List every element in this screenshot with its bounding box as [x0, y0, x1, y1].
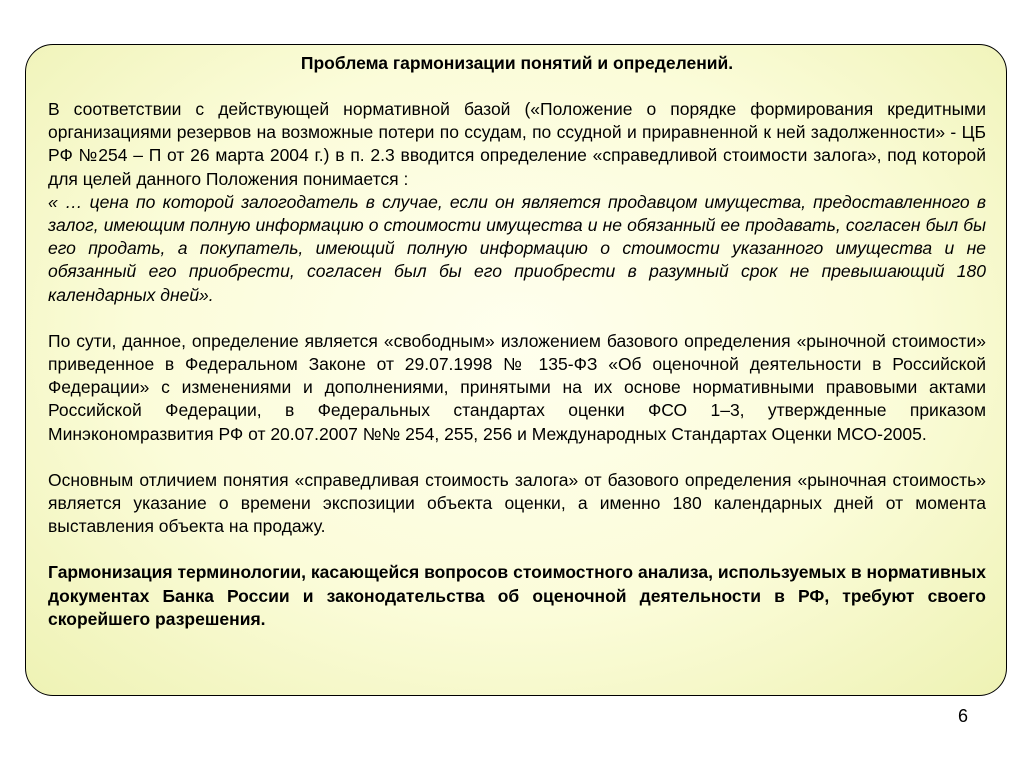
slide-title: Проблема гармонизации понятий и определений. — [300, 53, 734, 73]
paragraph-difference: Основным отличием понятия «справедливая стоимость залога» от базового определения «рыночная стоимость» является указание о времени экспозиции объекта оценки, а именно 180 календарных дней от момента выставления объекта на продажу. — [48, 469, 986, 537]
paragraph-market-value: По сути, данное, определение является «свободным» изложением базового определения «рыночной стоимости» приведенное в Федеральном Законе от 29.07.1998 № 135-ФЗ «Об оценочной деятельности в Российской Федерации» с изменениями и дополнениями, принятыми на их основе нормативными правовыми актами Российской Федерации, в Федеральных стандартах оценки ФСО 1–3, утвержденные приказом Минэкономразвития РФ от 20.07.2007 №№ 254, 255, 256 и Международных Стандартах Оценки МСО-2005. — [48, 330, 986, 444]
spacer — [48, 538, 986, 561]
paragraph-conclusion: Гармонизация терминологии, касающейся вопросов стоимостного анализа, используемых в нормативных документах Банка России и законодательства об оценочной деятельности в РФ, требуют своего скорейшего разрешения. — [48, 562, 986, 629]
content-card — [25, 44, 1007, 696]
spacer — [48, 307, 986, 330]
spacer — [48, 75, 986, 98]
page-number: 6 — [957, 706, 968, 726]
paragraph-regulation: В соответствии с действующей нормативной базой («Положение о порядке формирования кредитными организациями резервов на возможные потери по ссудам, по ссудной и приравненной к ней задолженности» - ЦБ РФ №254 – П от 26 марта 2004 г.) в п. 2.3 вводится определение «справедливой стоимости залога», под которой для целей данного Положения понимается : — [48, 99, 986, 189]
definition-quote: « … цена по которой залогодатель в случае, если он является продавцом имущества, предоставленного в залог, имеющим полную информацию о стоимости имущества и не обязанный ее продавать, согласен был бы его продать, а покупатель, имеющий полную информацию о стоимости указанного имущества и не обязанный его приобрести, согласен был бы его приобрести в разумный срок не превышающий 180 календарных дней». — [48, 191, 986, 305]
spacer — [48, 446, 986, 469]
